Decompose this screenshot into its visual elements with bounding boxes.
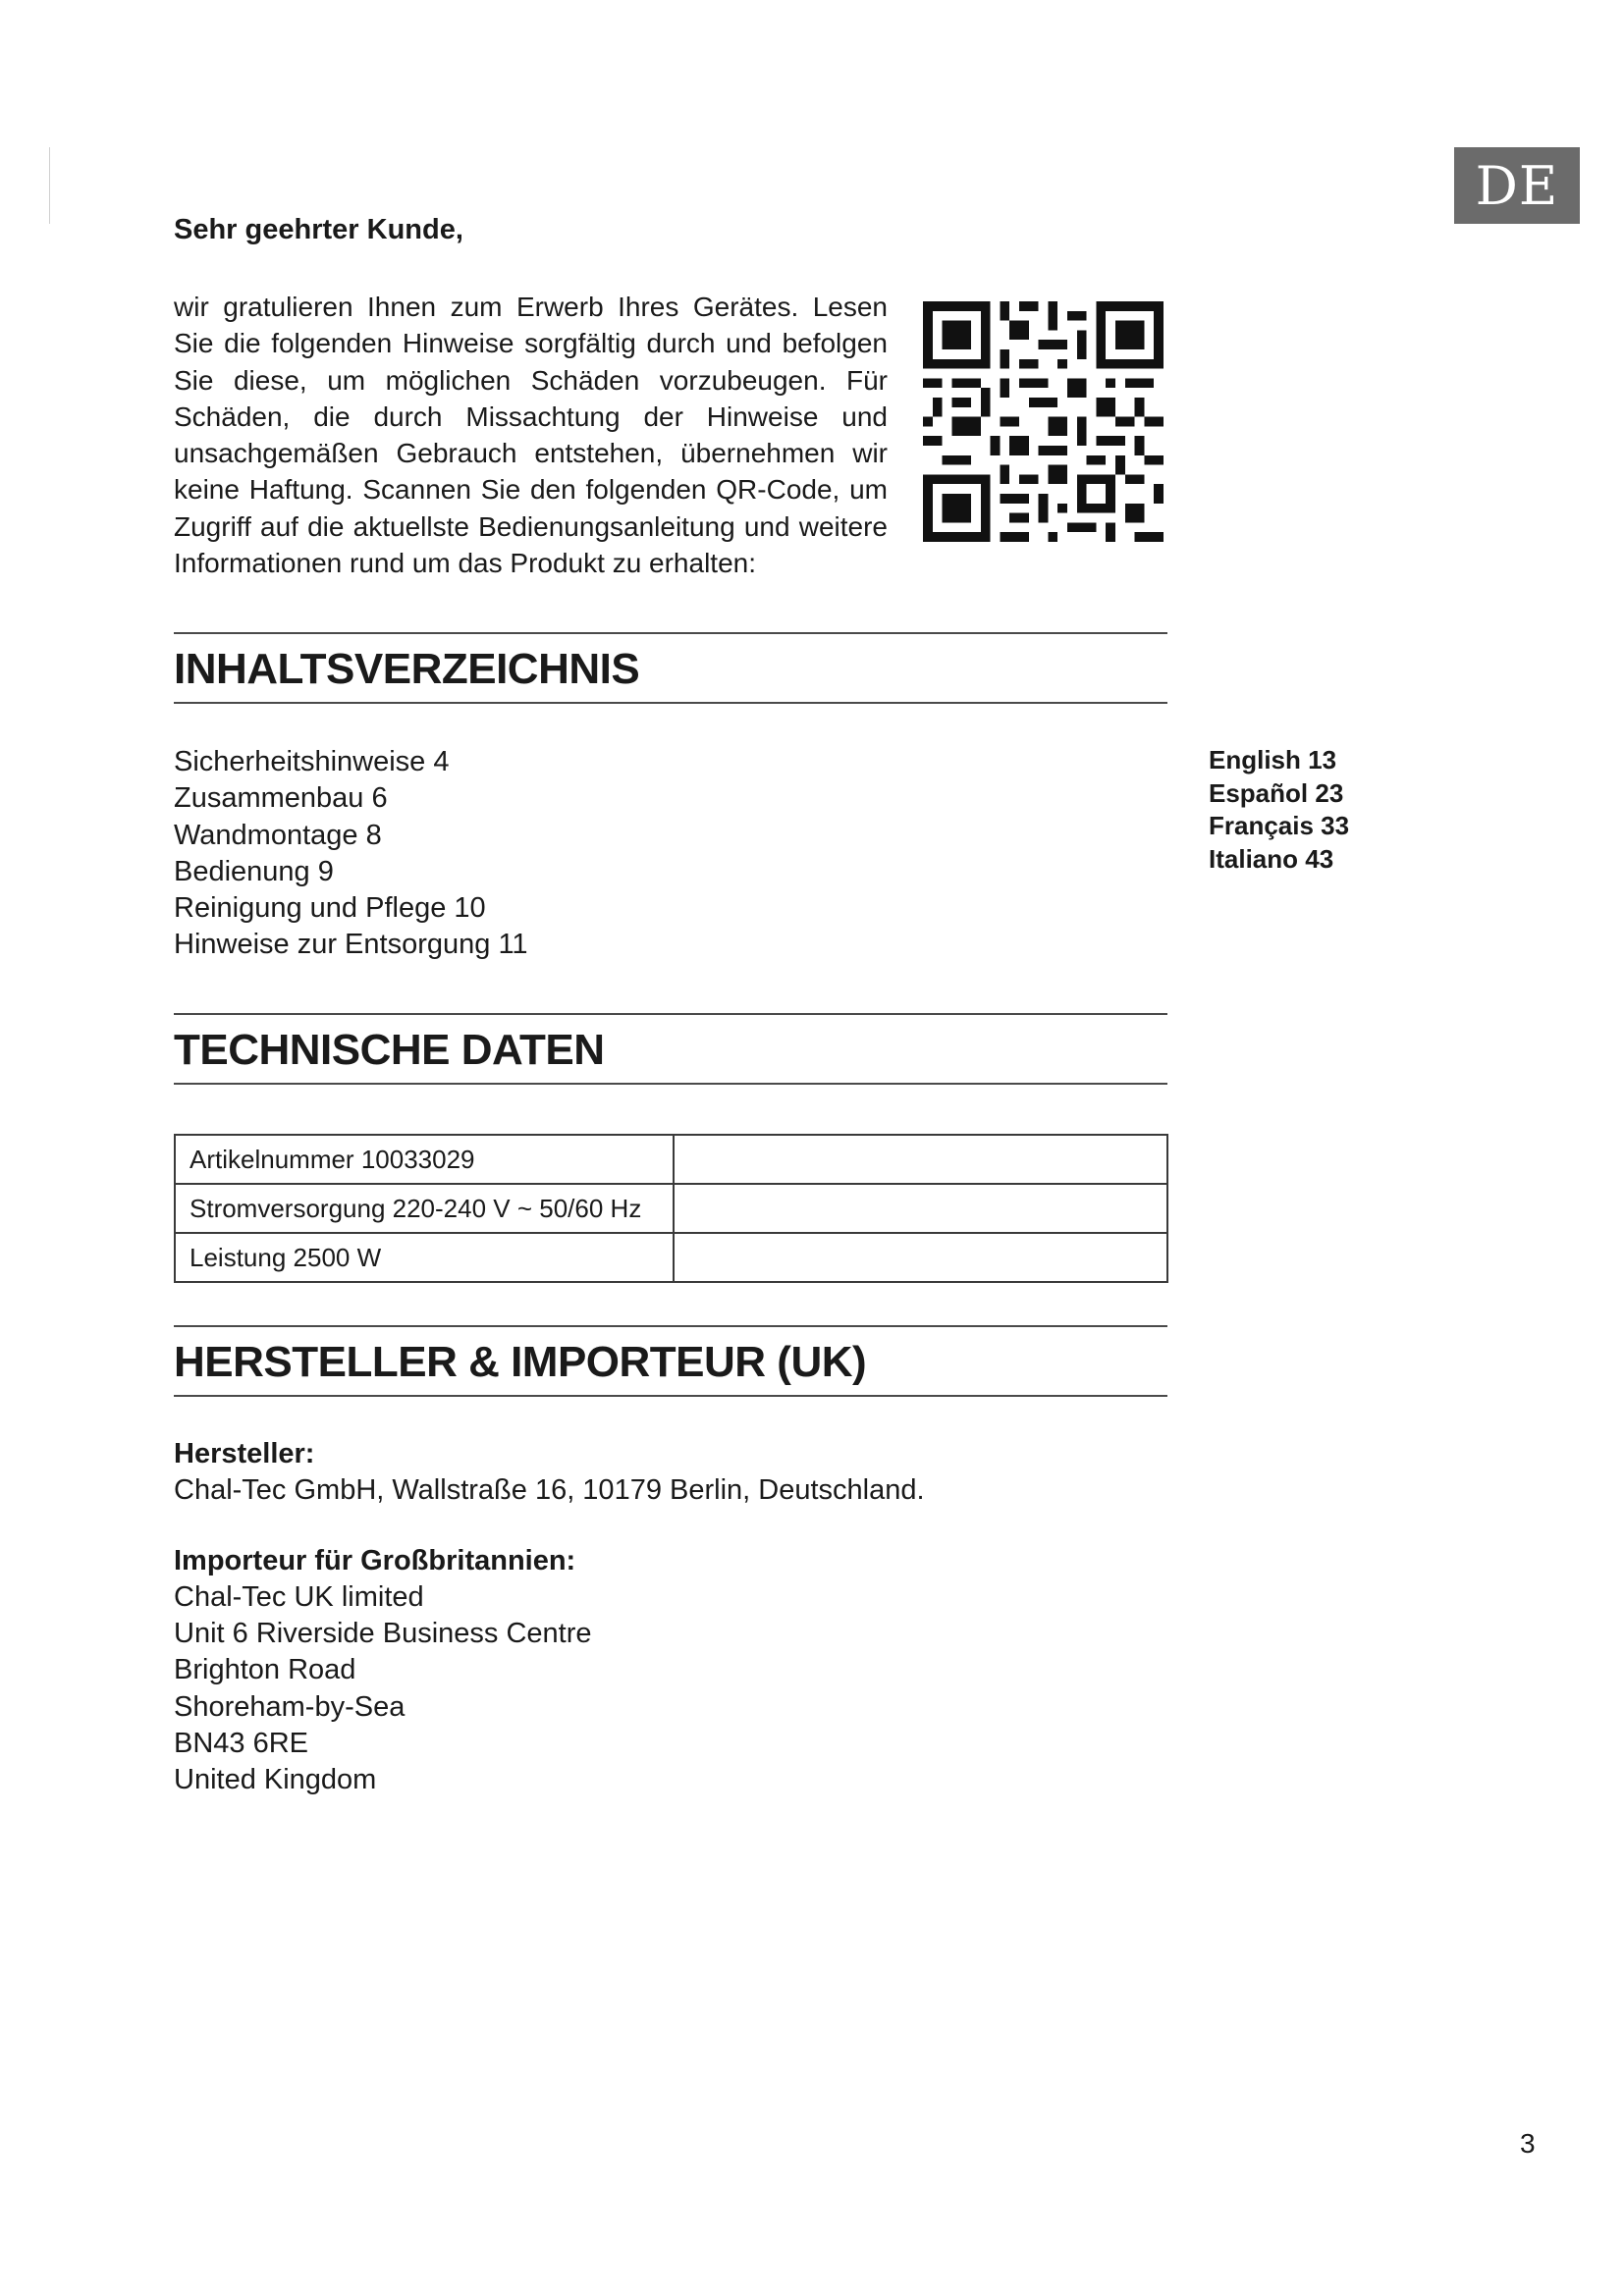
table-row: [175, 1233, 1167, 1282]
importer-line: Brighton Road: [174, 1654, 356, 1686]
spec-label: Stromversorgung 220-240 V ~ 50/60 Hz: [175, 1184, 674, 1233]
importer-line: United Kingdom: [174, 1764, 377, 1796]
margin-rule: [49, 147, 50, 224]
manufacturer-section-header: [174, 1325, 1167, 1397]
tech-data-table: [174, 1134, 1168, 1283]
importer-line: Chal-Tec UK limited: [174, 1580, 424, 1613]
spec-value: [674, 1233, 1167, 1282]
spec-value: [674, 1135, 1167, 1184]
toc-heading: INHALTSVERZEICHNIS: [174, 645, 640, 693]
toc-list: [174, 744, 528, 964]
maker-address: Chal-Tec GmbH, Wallstraße 16, 10179 Berlin, Deutschland.: [174, 1474, 925, 1507]
language-badge: DE: [1454, 147, 1580, 224]
toc-item[interactable]: Reinigung und Pflege 10: [174, 892, 486, 925]
qr-code-icon[interactable]: [923, 301, 1164, 542]
other-languages-list: [1209, 744, 1349, 876]
spec-label: Artikelnummer 10033029: [175, 1135, 674, 1184]
tech-section-header: [174, 1013, 1167, 1085]
spec-label: Leistung 2500 W: [175, 1233, 674, 1282]
language-link[interactable]: Español 23: [1209, 777, 1344, 808]
importer-label: Importeur für Großbritannien:: [174, 1544, 576, 1576]
language-link[interactable]: Italiano 43: [1209, 843, 1334, 874]
toc-section-header: [174, 632, 1167, 704]
toc-item[interactable]: Hinweise zur Entsorgung 11: [174, 929, 528, 961]
manufacturer-heading: HERSTELLER & IMPORTEUR (UK): [174, 1338, 867, 1386]
manufacturer-block: [174, 1436, 925, 1799]
greeting: Sehr geehrter Kunde,: [174, 214, 463, 245]
toc-item[interactable]: Bedienung 9: [174, 855, 334, 887]
importer-line: Shoreham-by-Sea: [174, 1690, 406, 1723]
toc-item[interactable]: Zusammenbau 6: [174, 782, 388, 815]
importer-line: Unit 6 Riverside Business Centre: [174, 1618, 592, 1650]
tech-heading: TECHNISCHE DATEN: [174, 1026, 605, 1074]
language-link[interactable]: Français 33: [1209, 811, 1350, 840]
spec-value: [674, 1184, 1167, 1233]
toc-item[interactable]: Wandmontage 8: [174, 819, 382, 851]
language-link[interactable]: English 13: [1209, 745, 1337, 774]
importer-line: BN43 6RE: [174, 1728, 309, 1760]
toc-item[interactable]: Sicherheitshinweise 4: [174, 746, 450, 777]
table-row: [175, 1135, 1167, 1184]
table-row: [175, 1184, 1167, 1233]
page-number: 3: [1520, 2128, 1536, 2159]
maker-label: Hersteller:: [174, 1438, 315, 1469]
intro-paragraph: wir gratulieren Ihnen zum Erwerb Ihres Gerätes. Lesen Sie die folgenden Hinweise sorgfältig durch und befolgen Sie diese, um möglichen Schäden vorzubeugen. Für Schäden, die durch Missachtung der Hinweise und unsachgemäßen Gebrauch entstehen, übernehmen wir keine Haftung. Scannen Sie den folgenden QR-Code, um Zugriff auf die aktuellste Bedienungsanleitung und weitere Informationen rund um das Produkt zu erhalten:: [174, 292, 888, 579]
